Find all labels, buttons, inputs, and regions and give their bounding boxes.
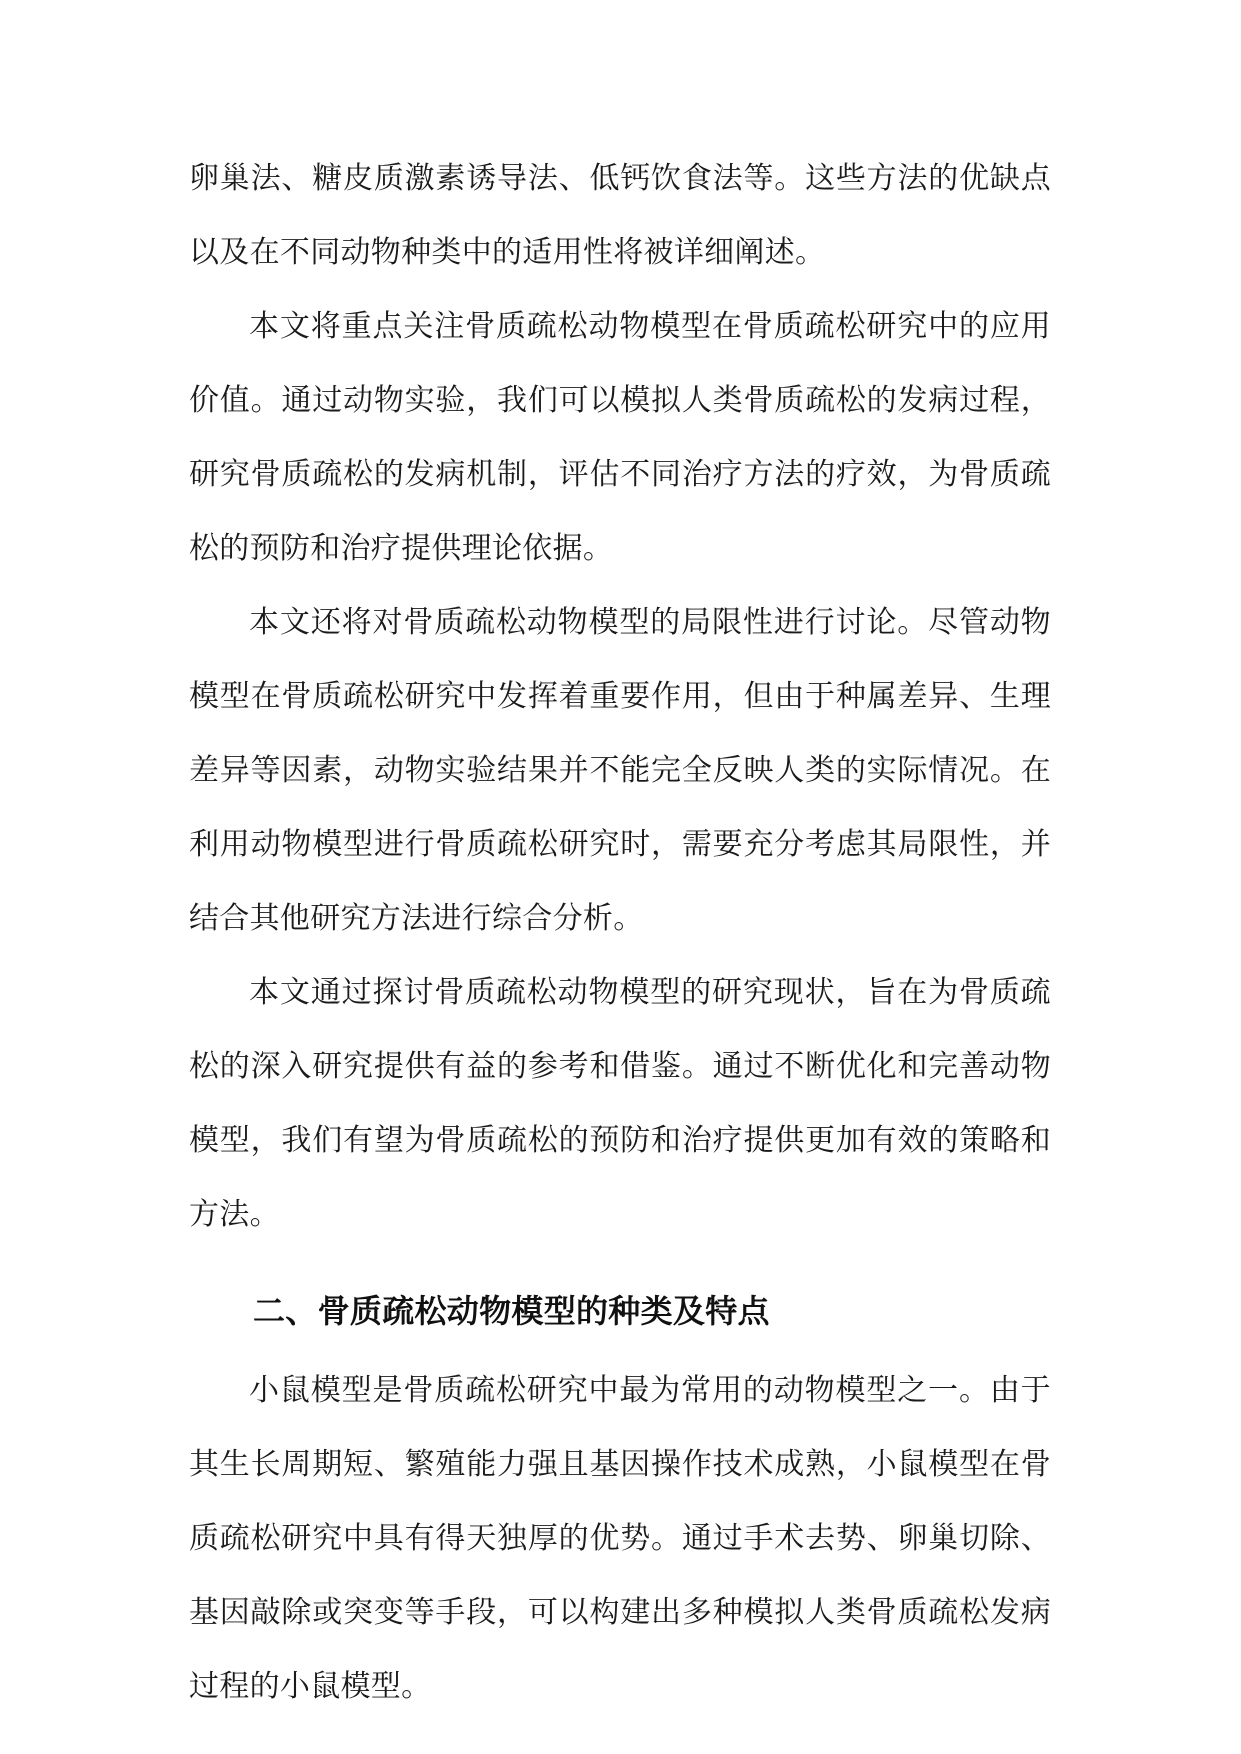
paragraph-mouse-model: 小鼠模型是骨质疏松研究中最为常用的动物模型之一。由于其生长周期短、繁殖能力强且基因操作技术成熟，小鼠模型在骨质疏松研究中具有得天独厚的优势。通过手术去势、卵巢切除、基因敲除或突变等手段，可以构建出多种模拟人类骨质疏松发病过程的小鼠模型。	[189, 1373, 1051, 1704]
paragraph-limitations: 本文还将对骨质疏松动物模型的局限性进行讨论。尽管动物模型在骨质疏松研究中发挥着重要作用，但由于种属差异、生理差异等因素，动物实验结果并不能完全反映人类的实际情况。在利用动物模型进行骨质疏松研究时，需要充分考虑其局限性，并结合其他研究方法进行综合分析。	[189, 605, 1051, 936]
section-heading: 二、骨质疏松动物模型的种类及特点	[253, 1292, 770, 1330]
paragraph-continuation: 卵巢法、糖皮质激素诱导法、低钙饮食法等。这些方法的优缺点以及在不同动物种类中的适用性将被详细阐述。	[189, 161, 1051, 270]
page-content	[189, 142, 1051, 1724]
paragraph-purpose: 本文通过探讨骨质疏松动物模型的研究现状，旨在为骨质疏松的深入研究提供有益的参考和借鉴。通过不断优化和完善动物模型，我们有望为骨质疏松的预防和治疗提供更加有效的策略和方法。	[189, 975, 1051, 1232]
paragraph-application-value: 本文将重点关注骨质疏松动物模型在骨质疏松研究中的应用价值。通过动物实验，我们可以模拟人类骨质疏松的发病过程，研究骨质疏松的发病机制，评估不同治疗方法的疗效，为骨质疏松的预防和治疗提供理论依据。	[189, 309, 1051, 566]
